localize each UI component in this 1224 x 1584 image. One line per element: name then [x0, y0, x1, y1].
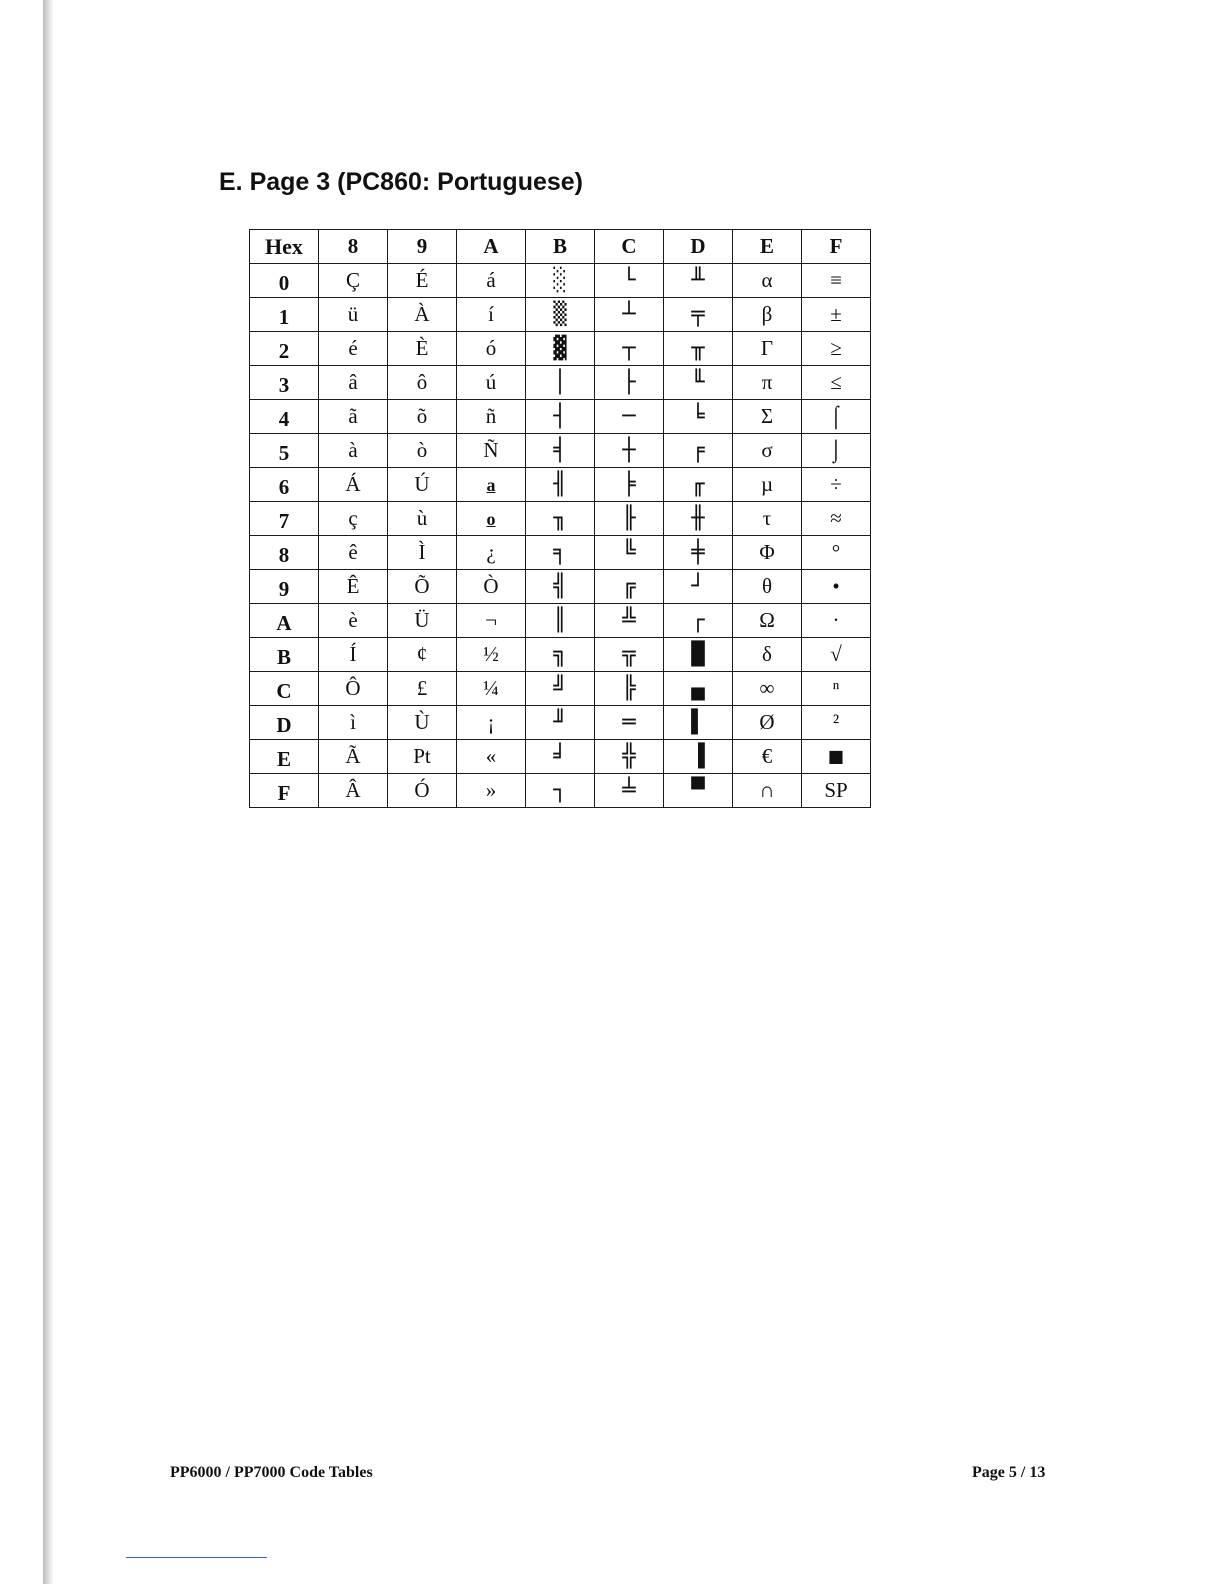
table-cell: Õ [388, 570, 457, 604]
table-cell: ¡ [457, 706, 526, 740]
table-row [250, 332, 871, 366]
table-cell: √ [802, 638, 871, 672]
table-cell: ≈ [802, 502, 871, 536]
table-cell: ã [319, 400, 388, 434]
table-row [250, 774, 871, 808]
column-header-hex: Hex [250, 230, 319, 264]
table-cell: Á [319, 468, 388, 502]
table-cell: Ω [733, 604, 802, 638]
table-cell: ú [457, 366, 526, 400]
table-cell: ╗ [526, 638, 595, 672]
column-header-8: 8 [319, 230, 388, 264]
row-header: 9 [250, 570, 319, 604]
table-cell: └ [595, 264, 664, 298]
table-cell: ≤ [802, 366, 871, 400]
table-cell: ├ [595, 366, 664, 400]
table-cell: a [457, 468, 526, 502]
row-header: C [250, 672, 319, 706]
table-cell: ╫ [664, 502, 733, 536]
table-cell: π [733, 366, 802, 400]
table-cell: ∞ [733, 672, 802, 706]
row-header: E [250, 740, 319, 774]
table-cell: Í [319, 638, 388, 672]
table-row [250, 264, 871, 298]
table-cell: Ì [388, 536, 457, 570]
table-cell: Ò [457, 570, 526, 604]
table-cell: ù [388, 502, 457, 536]
table-cell: β [733, 298, 802, 332]
table-row [250, 366, 871, 400]
table-cell: ╩ [595, 604, 664, 638]
table-row [250, 604, 871, 638]
table-cell: ┼ [595, 434, 664, 468]
table-cell: » [457, 774, 526, 808]
table-cell: ■ [802, 740, 871, 774]
table-cell: ┬ [595, 332, 664, 366]
table-cell: Ç [319, 264, 388, 298]
table-cell: ▌ [664, 706, 733, 740]
table-cell: ç [319, 502, 388, 536]
table-cell: ╬ [595, 740, 664, 774]
table-cell: ╝ [526, 672, 595, 706]
table-cell: ╚ [595, 536, 664, 570]
table-cell: À [388, 298, 457, 332]
table-cell: ± [802, 298, 871, 332]
table-cell: ó [457, 332, 526, 366]
table-cell: Ñ [457, 434, 526, 468]
column-header-a: A [457, 230, 526, 264]
table-cell: « [457, 740, 526, 774]
table-cell: ° [802, 536, 871, 570]
page-title: E. Page 3 (PC860: Portuguese) [219, 168, 584, 196]
table-cell: ì [319, 706, 388, 740]
table-row [250, 740, 871, 774]
row-header: A [250, 604, 319, 638]
footer-page-number: Page 5 / 13 [972, 1464, 1046, 1481]
table-cell: ⌠ [802, 400, 871, 434]
header-row [250, 230, 871, 264]
table-row [250, 706, 871, 740]
table-cell: α [733, 264, 802, 298]
table-row [250, 434, 871, 468]
table-cell: ü [319, 298, 388, 332]
table-row [250, 536, 871, 570]
scan-edge-shadow [43, 0, 53, 1584]
table-cell: ñ [457, 400, 526, 434]
table-row [250, 502, 871, 536]
table-cell: ╡ [526, 434, 595, 468]
table-cell: σ [733, 434, 802, 468]
row-header: F [250, 774, 319, 808]
table-cell: ╪ [664, 536, 733, 570]
table-cell: Γ [733, 332, 802, 366]
table-cell: Â [319, 774, 388, 808]
table-cell: Ã [319, 740, 388, 774]
table-cell: ∩ [733, 774, 802, 808]
column-header-b: B [526, 230, 595, 264]
table-cell: δ [733, 638, 802, 672]
table-cell: ╖ [526, 502, 595, 536]
table-cell: £ [388, 672, 457, 706]
row-header: D [250, 706, 319, 740]
table-cell: ╥ [664, 332, 733, 366]
table-cell: ò [388, 434, 457, 468]
table-cell: Ü [388, 604, 457, 638]
row-header: 3 [250, 366, 319, 400]
table-cell: • [802, 570, 871, 604]
table-cell: ╔ [595, 570, 664, 604]
table-cell: ╢ [526, 468, 595, 502]
table-cell: Ô [319, 672, 388, 706]
row-header: 6 [250, 468, 319, 502]
table-cell: É [388, 264, 457, 298]
table-cell: â [319, 366, 388, 400]
table-cell: Ê [319, 570, 388, 604]
table-cell: │ [526, 366, 595, 400]
table-cell: ▐ [664, 740, 733, 774]
table-cell: È [388, 332, 457, 366]
table-cell: o [457, 502, 526, 536]
table-row [250, 298, 871, 332]
table-cell: ╙ [664, 366, 733, 400]
table-cell: ô [388, 366, 457, 400]
table-cell: ╞ [595, 468, 664, 502]
table-cell: µ [733, 468, 802, 502]
table-cell: ▓ [526, 332, 595, 366]
table-cell: ╓ [664, 468, 733, 502]
table-cell: ╒ [664, 434, 733, 468]
table-row [250, 570, 871, 604]
table-cell: ┤ [526, 400, 595, 434]
table-cell: ┘ [664, 570, 733, 604]
column-header-c: C [595, 230, 664, 264]
table-cell: ▒ [526, 298, 595, 332]
table-cell: é [319, 332, 388, 366]
table-row [250, 638, 871, 672]
table-cell: ░ [526, 264, 595, 298]
table-cell: à [319, 434, 388, 468]
table-cell: á [457, 264, 526, 298]
row-header: 8 [250, 536, 319, 570]
table-cell: ÷ [802, 468, 871, 502]
code-table-body [250, 264, 871, 808]
table-cell: ╨ [664, 264, 733, 298]
table-cell: ┐ [526, 774, 595, 808]
table-cell: Σ [733, 400, 802, 434]
footer-document-title: PP6000 / PP7000 Code Tables [170, 1464, 373, 1481]
table-cell: ▀ [664, 774, 733, 808]
table-cell: ≥ [802, 332, 871, 366]
code-table [249, 229, 871, 808]
table-row [250, 468, 871, 502]
row-header: B [250, 638, 319, 672]
table-cell: ─ [595, 400, 664, 434]
table-cell: ┴ [595, 298, 664, 332]
table-cell: ≡ [802, 264, 871, 298]
table-cell: ╛ [526, 740, 595, 774]
table-cell: ╟ [595, 502, 664, 536]
table-cell: ╤ [664, 298, 733, 332]
row-header: 1 [250, 298, 319, 332]
table-cell: ¿ [457, 536, 526, 570]
column-header-f: F [802, 230, 871, 264]
table-cell: Φ [733, 536, 802, 570]
table-cell: ╘ [664, 400, 733, 434]
table-cell: õ [388, 400, 457, 434]
table-cell: ¼ [457, 672, 526, 706]
table-cell: ┌ [664, 604, 733, 638]
table-cell: ╠ [595, 672, 664, 706]
table-cell: ¢ [388, 638, 457, 672]
row-header: 7 [250, 502, 319, 536]
table-cell: € [733, 740, 802, 774]
table-cell: í [457, 298, 526, 332]
table-cell: ╦ [595, 638, 664, 672]
table-cell: ║ [526, 604, 595, 638]
table-cell: ╜ [526, 706, 595, 740]
table-cell: τ [733, 502, 802, 536]
table-cell: ▄ [664, 672, 733, 706]
table-cell: ² [802, 706, 871, 740]
table-cell: ╧ [595, 774, 664, 808]
table-cell: · [802, 604, 871, 638]
table-cell: ½ [457, 638, 526, 672]
table-cell: ╕ [526, 536, 595, 570]
table-cell: Ù [388, 706, 457, 740]
table-cell: Pt [388, 740, 457, 774]
row-header: 2 [250, 332, 319, 366]
column-header-d: D [664, 230, 733, 264]
scan-artifact-line [126, 1557, 267, 1558]
code-table-header [250, 230, 871, 264]
table-cell: ¬ [457, 604, 526, 638]
table-cell: ╣ [526, 570, 595, 604]
table-cell: Ó [388, 774, 457, 808]
row-header: 0 [250, 264, 319, 298]
row-header: 4 [250, 400, 319, 434]
table-cell: θ [733, 570, 802, 604]
column-header-e: E [733, 230, 802, 264]
table-cell: ⁿ [802, 672, 871, 706]
table-cell: è [319, 604, 388, 638]
row-header: 5 [250, 434, 319, 468]
table-row [250, 672, 871, 706]
table-cell: █ [664, 638, 733, 672]
table-cell: ═ [595, 706, 664, 740]
table-cell: Ú [388, 468, 457, 502]
table-cell: ⌡ [802, 434, 871, 468]
table-cell: SP [802, 774, 871, 808]
table-row [250, 400, 871, 434]
table-cell: Ø [733, 706, 802, 740]
table-cell: ê [319, 536, 388, 570]
column-header-9: 9 [388, 230, 457, 264]
